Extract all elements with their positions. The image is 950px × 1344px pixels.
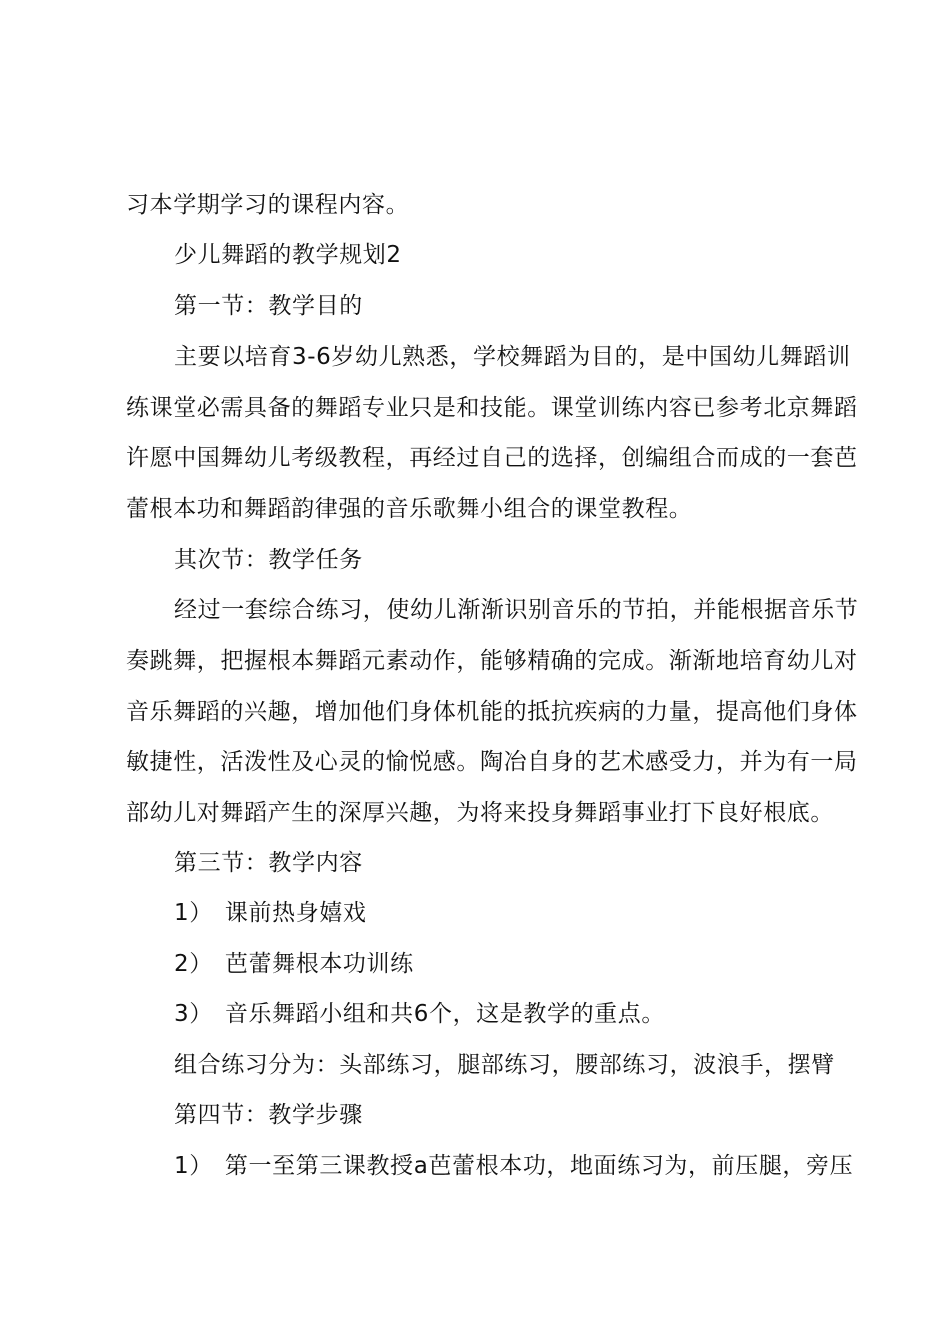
section-heading: 少儿舞蹈的教学规划2 (174, 242, 402, 268)
section-heading: 第四节：教学步骤 (174, 1102, 363, 1128)
paragraph-line: 部幼儿对舞蹈产生的深厚兴趣，为将来投身舞蹈事业打下良好根底。 (126, 800, 834, 826)
list-item: 1） 第一至第三课教授a芭蕾根本功，地面练习为，前压腿，旁压 (174, 1153, 854, 1179)
paragraph-line: 习本学期学习的课程内容。 (126, 192, 410, 218)
paragraph-line: 奏跳舞，把握根本舞蹈元素动作，能够精确的完成。渐渐地培育幼儿对 (126, 648, 858, 674)
paragraph-line: 主要以培育3-6岁幼儿熟悉，学校舞蹈为目的，是中国幼儿舞蹈训 (174, 344, 851, 370)
list-item: 1） 课前热身嬉戏 (174, 900, 367, 926)
paragraph-line: 经过一套综合练习，使幼儿渐渐识别音乐的节拍，并能根据音乐节 (174, 597, 859, 623)
paragraph-line: 蕾根本功和舞蹈韵律强的音乐歌舞小组合的课堂教程。 (126, 496, 693, 522)
paragraph-line: 练课堂必需具备的舞蹈专业只是和技能。课堂训练内容已参考北京舞蹈 (126, 395, 858, 421)
section-heading: 第一节：教学目的 (174, 293, 363, 319)
paragraph-line: 音乐舞蹈的兴趣，增加他们身体机能的抵抗疾病的力量，提高他们身体 (126, 699, 858, 725)
list-item: 2） 芭蕾舞根本功训练 (174, 951, 414, 977)
section-heading: 第三节：教学内容 (174, 850, 363, 876)
paragraph-line: 许愿中国舞幼儿考级教程，再经过自己的选择，创编组合而成的一套芭 (126, 445, 858, 471)
list-item: 3） 音乐舞蹈小组和共6个，这是教学的重点。 (174, 1001, 665, 1027)
paragraph-line: 组合练习分为：头部练习，腿部练习，腰部练习，波浪手，摆臂 (174, 1052, 835, 1078)
paragraph-line: 敏捷性，活泼性及心灵的愉悦感。陶冶自身的艺术感受力，并为有一局 (126, 749, 858, 775)
section-heading: 其次节：教学任务 (174, 547, 363, 573)
